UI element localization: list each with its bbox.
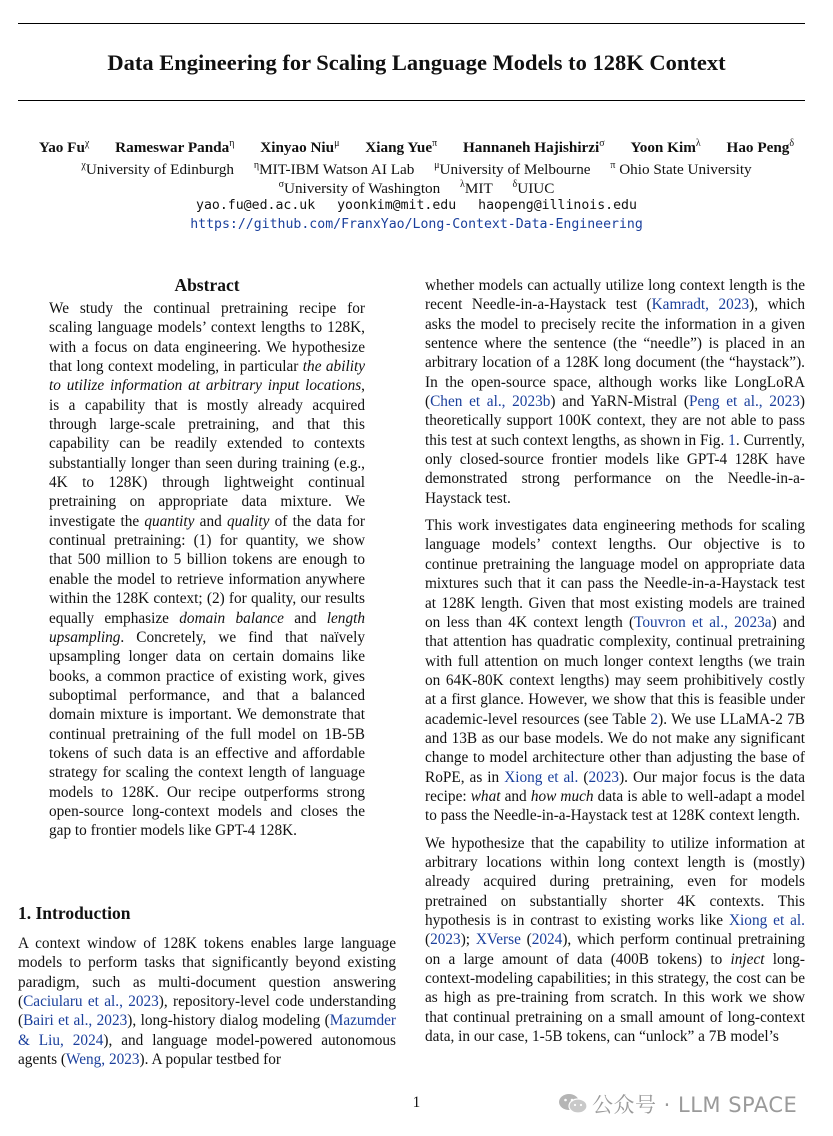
email[interactable]: haopeng@illinois.edu — [478, 198, 637, 213]
author: Hannaneh Hajishirzi$^\sigma$ — [462, 138, 605, 157]
affiliations-line-2 — [0, 175, 833, 198]
citation-link[interactable]: 2023 — [588, 768, 620, 786]
citation-link[interactable]: Mazumder & Liu, 2024 — [18, 1012, 396, 1049]
citation-link[interactable]: Bairi et al., 2023 — [23, 1012, 128, 1030]
paper-title: Data Engineering for Scaling Language Models to 128K Context — [107, 50, 726, 75]
watermark: 公众号 · LLM SPACE — [558, 1089, 797, 1119]
author: Rameswar Panda$^\eta$ — [115, 138, 235, 157]
affiliation: $^\chi$University of Edinburgh — [81, 160, 235, 179]
citation-link[interactable]: 2024 — [531, 931, 563, 949]
email[interactable]: yao.fu@ed.ac.uk — [196, 198, 316, 213]
citation-link[interactable]: Caciularu et al., 2023 — [23, 993, 159, 1011]
abstract-text: We study the continual pretraining recipe for scaling language models’ context lengths to 128K, with a focus on data engineering. We hypothesize that long context modeling, in particular the ability to utilize information at arbitrary input locations, is a capability that is mostly already acquired through large-scale pretraining, and that this capability can be readily extended to contexts substantially longer than seen during training (e.g., 4K to 128K) through lightweight continual pretraining on appropriate data mixture. We investigate the quantity and quality of the data for continual pretraining: (1) for quantity, we show that 500 million to 5 billion tokens are enough to enable the model to retrieve information anywhere within the 128K context; (2) for quality, our results equally emphasize domain balance and length upsampling. Concretely, we find that naïvely upsampling longer data on certain domains like books, a common practice of existing work, gives suboptimal performance, and that a balanced domain mixture is important. We demonstrate that continual pretraining of the full model on 1B-5B tokens of such data is an effective and affordable strategy for scaling the context length of language models to 128K. Our recipe outperforms strong open-source long-context models and closes the gap to frontier models like GPT-4 128K. — [49, 300, 365, 840]
author: Hao Peng$^\delta$ — [726, 138, 795, 157]
citation-link[interactable]: Kamradt, 2023 — [651, 296, 750, 314]
intro-paragraph-1-cont: whether models can actually utilize long context length is the recent Needle-in-a-Haystack test (Kamradt, 2023), which asks the model to precisely recite the information in a given sentence where the sentence (the “needle”) is placed in an arbitrary location of a 128K long document (the “haystack”). In the open-source space, although works like LongLoRA (Chen et al., 2023b) and YaRN-Mistral (Peng et al., 2023) theoretically support 100K context, they are not able to pass this test at such context lengths, as shown in Fig. 1. Currently, only closed-source frontier models like GPT-4 128K have demonstrated strong performance on the Needle-in-a-Haystack test. — [425, 277, 805, 507]
left-column — [49, 274, 365, 849]
author: Xiang Yue$^\pi$ — [365, 138, 438, 157]
page-number: 1 — [412, 1094, 421, 1111]
email-list — [0, 196, 833, 215]
citation-link[interactable]: Peng et al., 2023 — [688, 393, 800, 411]
citation-link[interactable]: Weng, 2023 — [66, 1051, 140, 1069]
top-rule — [18, 23, 805, 24]
intro-paragraph-2: This work investigates data engineering methods for scaling language models’ context lengths. Our objective is to continue pretraining the language model on appropriate data mixtures such that it can pass the Needle-in-a-Haystack test at 128K length. Given that most existing models are trained on less than 4K context length (Touvron et al., 2023a) and that attention has quadratic complexity, continual pretraining with full attention on much longer context lengths (we train on 64K-80K context lengths) may seem prohibitively costly at a first glance. However, we show that this is feasible under academic-level resources (see Table 2). We use LLaMA-2 7B and 13B as our base models. We do not make any significant change to model architecture other than adjusting the base of RoPE, as in Xiong et al. (2023). Our major focus is the data recipe: what and how much data is able to well-adapt a model to pass the Needle-in-a-Haystack test at 128K context length. — [425, 517, 806, 825]
affiliation: $^\delta$UIUC — [512, 179, 555, 198]
right-column — [425, 276, 805, 1054]
citation-link[interactable]: Touvron et al., 2023a — [634, 613, 772, 631]
repo-link[interactable]: https://github.com/FranxYao/Long-Context-Data-Engineering — [190, 217, 643, 232]
citation-link[interactable]: Chen et al., 2023b — [430, 393, 551, 411]
affiliation: $^\lambda$MIT — [460, 179, 493, 198]
author: Yoon Kim$^\lambda$ — [630, 138, 701, 157]
email[interactable]: yoonkim@mit.edu — [337, 198, 457, 213]
citation-link[interactable]: XVerse — [475, 931, 521, 949]
repo-link-row — [0, 215, 833, 234]
citation-link[interactable]: Xiong et al. — [729, 912, 805, 929]
bottom-title-rule — [18, 100, 805, 101]
wechat-icon — [558, 1092, 588, 1116]
citation-link[interactable]: 2023 — [430, 931, 461, 949]
citation-link[interactable]: Xiong et al. — [504, 768, 579, 786]
author: Xinyao Niu$^\mu$ — [260, 138, 340, 157]
section-heading-introduction: 1. Introduction — [18, 903, 131, 923]
affiliation: $^\sigma$University of Washington — [278, 179, 441, 198]
table-ref-link[interactable]: 2 — [650, 710, 659, 728]
affiliation: $^\mu$University of Melbourne — [434, 160, 591, 179]
abstract-heading: Abstract — [174, 275, 240, 295]
intro-paragraph-3: We hypothesize that the capability to utilize information at arbitrary locations within long context length is (mostly) already acquired during pretraining, even for models pretrained on substantially shorter 4K contexts. This hypothesis is in contrast to existing works like Xiong et al. (2023); XVerse (2024), which perform continual pretraining on a large amount of data (400B tokens) to inject long-context-modeling capabilities; in this strategy, the cost can be as high as pre-training from scratch. In this work we show that continual pretraining on a small amount of long-context data, in our case, 1-5B tokens, can “unlock” a 7B model’s — [425, 834, 806, 1046]
figure-ref-link[interactable]: 1 — [728, 431, 736, 449]
intro-paragraph-1-start: A context window of 128K tokens enables large language models to perform tasks that significantly beyond existing paradigm, such as multi-document question answering (Caciularu et al., 2023), repository-level code understanding (Bairi et al., 2023), long-history dialog modeling (Mazumder & Liu, 2024), and language model-powered autonomous agents (Weng, 2023). A popular testbed for — [18, 935, 396, 1069]
intro-section — [18, 902, 396, 1069]
author: Yao $Fu^\chi$ — [38, 138, 90, 157]
affiliation: $^\eta$MIT-IBM Watson AI Lab — [253, 160, 415, 179]
author-list — [0, 134, 833, 157]
affiliation: $^\pi$ Ohio State University — [610, 160, 752, 179]
